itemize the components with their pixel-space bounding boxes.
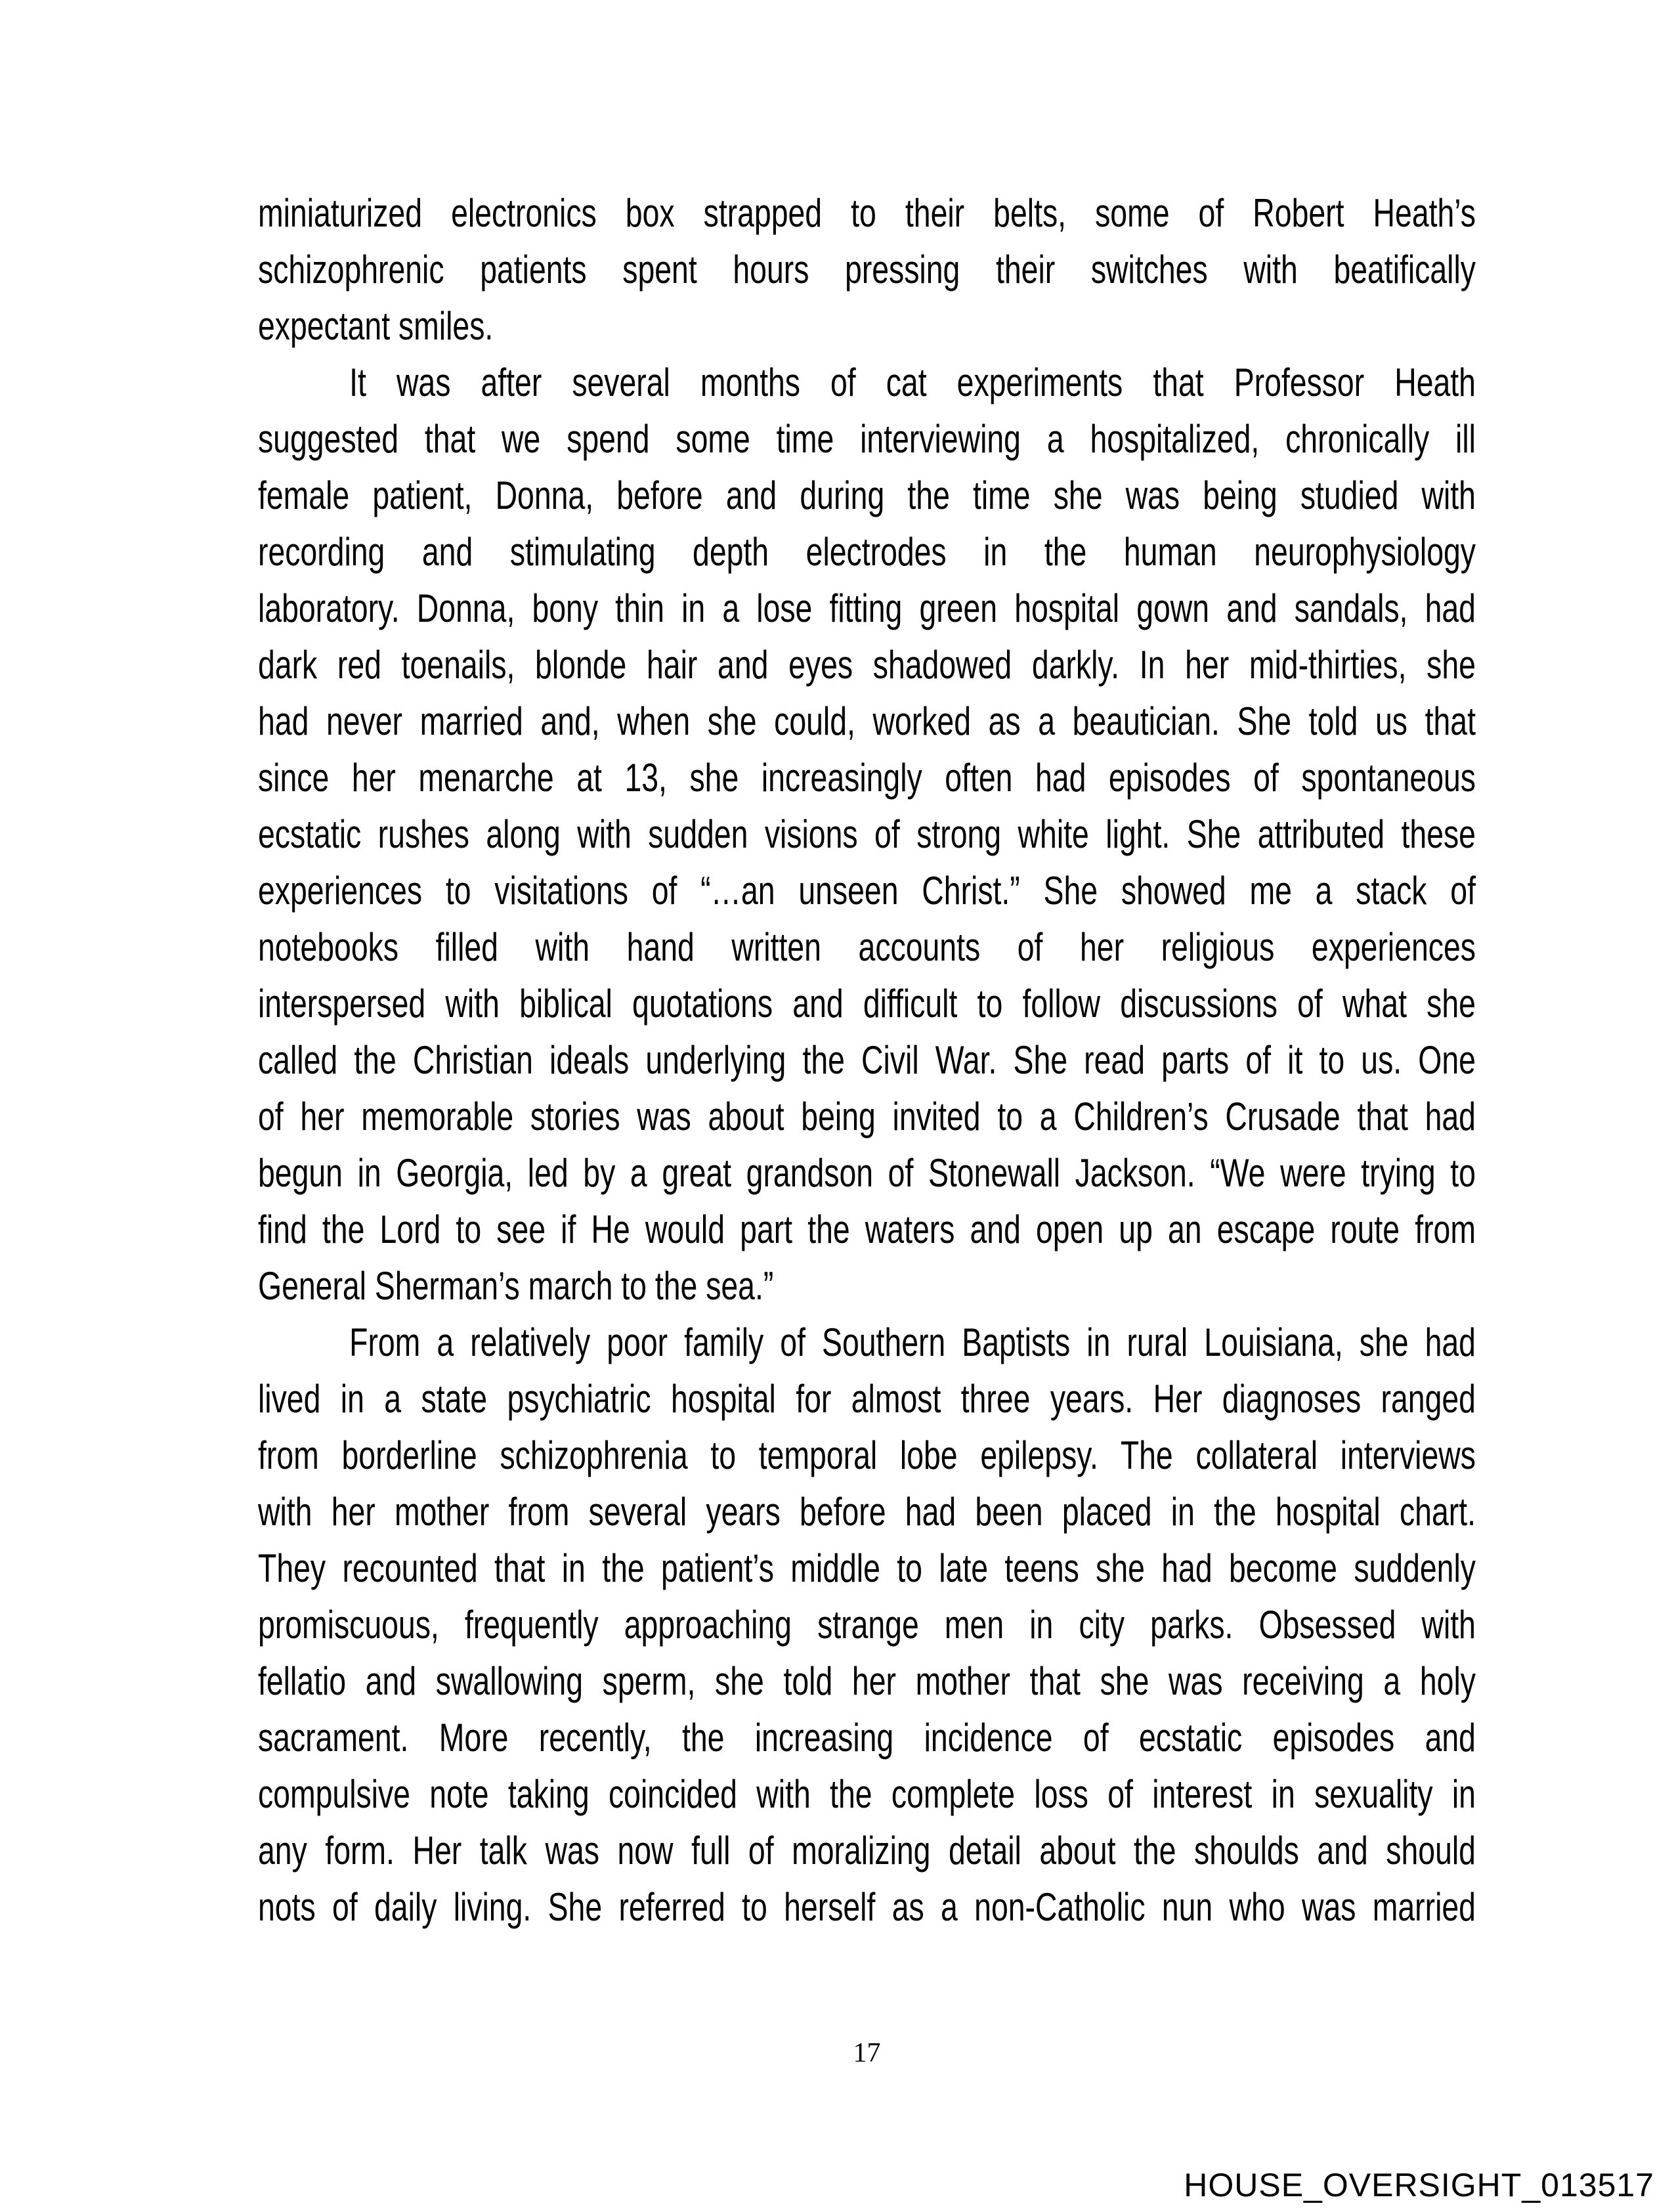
text-line: suggested that we spend some time interviewing a hospitalized, chronically ill (258, 417, 1476, 461)
text-line: had never married and, when she could, worked as a beautician. She told us that (258, 699, 1476, 743)
text-line: dark red toenails, blonde hair and eyes shadowed darkly. In her mid-thirties, she (258, 643, 1476, 687)
page-number: 17 (853, 2038, 881, 2068)
text-line: fellatio and swallowing sperm, she told her mother that she was receiving a holy (258, 1659, 1476, 1703)
text-line: nots of daily living. She referred to herself as a non-Catholic nun who was married (258, 1885, 1476, 1929)
text-line: General Sherman’s march to the sea.” (258, 1264, 774, 1308)
text-line: lived in a state psychiatric hospital for almost three years. Her diagnoses ranged (258, 1377, 1476, 1421)
text-line: recording and stimulating depth electrodes in the human neurophysiology (258, 530, 1476, 574)
text-line: laboratory. Donna, bony thin in a lose fitting green hospital gown and sandals, had (258, 586, 1476, 630)
text-line: notebooks filled with hand written accounts of her religious experiences (258, 925, 1476, 969)
text-line: They recounted that in the patient’s middle to late teens she had become suddenly (258, 1546, 1476, 1590)
text-line: from borderline schizophrenia to temporal lobe epilepsy. The collateral interviews (258, 1433, 1476, 1477)
text-line: called the Christian ideals underlying the Civil War. She read parts of it to us. One (258, 1038, 1476, 1082)
text-line: any form. Her talk was now full of moralizing detail about the shoulds and should (258, 1829, 1476, 1873)
text-line: ecstatic rushes along with sudden visions of strong white light. She attributed these (258, 812, 1476, 856)
text-line: compulsive note taking coincided with the complete loss of interest in sexuality in (258, 1772, 1476, 1816)
text-line: begun in Georgia, led by a great grandson of Stonewall Jackson. “We were trying to (258, 1151, 1476, 1195)
text-line: schizophrenic patients spent hours pressing their switches with beatifically (258, 248, 1476, 292)
text-line: of her memorable stories was about being invited to a Children’s Crusade that had (258, 1095, 1476, 1139)
document-text-block (258, 185, 1476, 1936)
text-line: promiscuous, frequently approaching strange men in city parks. Obsessed with (258, 1603, 1476, 1647)
text-line: with her mother from several years before had been placed in the hospital chart. (258, 1490, 1476, 1534)
text-line: find the Lord to see if He would part the waters and open up an escape route from (258, 1207, 1476, 1251)
text-line: interspersed with biblical quotations and difficult to follow discussions of what she (258, 982, 1476, 1026)
text-line: miniaturized electronics box strapped to their belts, some of Robert Heath’s (258, 191, 1476, 235)
text-line: expectant smiles. (258, 304, 494, 348)
text-line: From a relatively poor family of Southern Baptists in rural Louisiana, she had (349, 1320, 1476, 1364)
text-line: sacrament. More recently, the increasing incidence of ecstatic episodes and (258, 1716, 1476, 1760)
text-line: experiences to visitations of “…an unseen Christ.” She showed me a stack of (258, 869, 1476, 913)
bates-stamp: HOUSE_OVERSIGHT_013517 (1184, 2167, 1654, 2203)
text-line: female patient, Donna, before and during the time she was being studied with (258, 473, 1476, 517)
text-line: since her menarche at 13, she increasingly often had episodes of spontaneous (258, 756, 1476, 800)
text-line: It was after several months of cat experiments that Professor Heath (349, 360, 1476, 404)
